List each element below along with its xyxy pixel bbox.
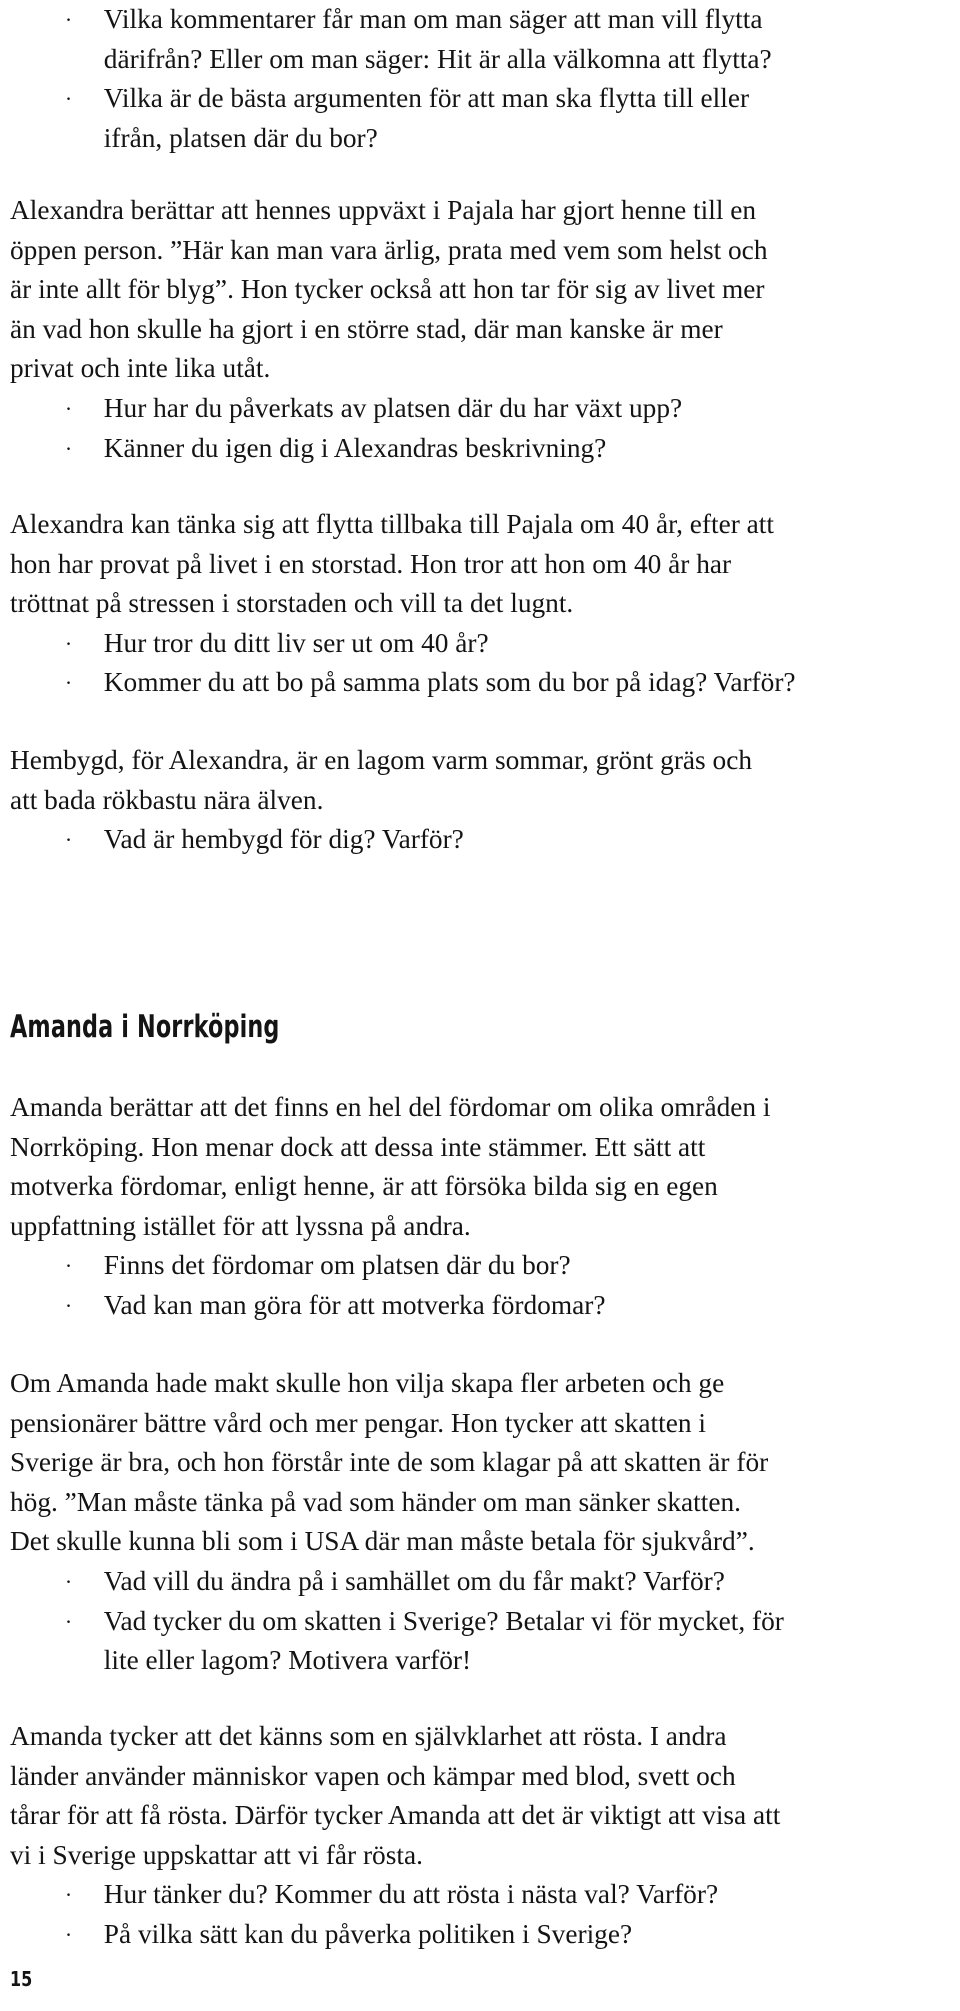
bullet-list-moving	[10, 0, 950, 158]
bullet-item-continuation: ifrån, platsen där du bor?	[103, 122, 378, 153]
bullet-item: · Hur tänker du? Kommer du att rösta i nästa val? Varför?	[10, 1875, 948, 1915]
paragraph-line: länder använder människor vapen och kämpar med blod, svett och	[10, 1760, 736, 1791]
bullet-item: · Vilka är de bästa argumenten för att man ska flytta till eller	[10, 79, 948, 119]
paragraph-line: tårar för att få rösta. Därför tycker Amanda att det är viktigt att visa att	[10, 1800, 781, 1831]
paragraph-line: än vad hon skulle ha gjort i en större stad, där man kanske är mer	[10, 313, 723, 344]
bullet-item: · Vad är hembygd för dig? Varför?	[10, 820, 948, 860]
bullet-item: · Finns det fördomar om platsen där du bor?	[10, 1246, 948, 1286]
paragraph-line: Om Amanda hade makt skulle hon vilja skapa fler arbeten och ge	[10, 1368, 725, 1398]
paragraph-line: Hembygd, för Alexandra, är en lagom varm sommar, grönt gräs och	[10, 745, 753, 775]
paragraph-amanda-voting	[10, 1717, 950, 1955]
bullet-item: · Vad tycker du om skatten i Sverige? Betalar vi för mycket, för	[10, 1602, 948, 1642]
paragraph-line: pensionärer bättre vård och mer pengar. Hon tycker att skatten i	[10, 1407, 706, 1438]
page-number: 15	[10, 1967, 33, 1991]
paragraph-line: öppen person. ”Här kan man vara ärlig, prata med vem som helst och	[10, 234, 768, 265]
paragraph-line: Alexandra berättar att hennes uppväxt i Pajala har gjort henne till en	[10, 195, 757, 225]
paragraph-line: Amanda tycker att det känns som en självklarhet att rösta. I andra	[10, 1721, 727, 1751]
paragraph-line: Amanda berättar att det finns en hel del fördomar om olika områden i	[10, 1092, 771, 1122]
bullet-item: · Hur har du påverkats av platsen där du har växt upp?	[10, 389, 948, 429]
bullet-item-continuation: därifrån? Eller om man säger: Hit är alla välkomna att flytta?	[103, 43, 772, 74]
bullet-item: · Kommer du att bo på samma plats som du bor på idag? Varför?	[10, 663, 948, 703]
paragraph-line: Norrköping. Hon menar dock att dessa inte stämmer. Ett sätt att	[10, 1131, 706, 1162]
paragraph-line: uppfattning istället för att lyssna på andra.	[10, 1210, 471, 1241]
paragraph-amanda-prejudice	[10, 1088, 950, 1326]
paragraph-line: vi i Sverige uppskattar att vi får rösta.	[10, 1839, 423, 1870]
paragraph-line: privat och inte lika utåt.	[10, 353, 271, 384]
paragraph-line: att bada rökbastu nära älven.	[10, 784, 324, 815]
paragraph-line: hög. ”Man måste tänka på vad som händer om man sänker skatten.	[10, 1486, 741, 1517]
paragraph-line: hon har provat på livet i en storstad. Hon tror att hon om 40 år har	[10, 548, 732, 579]
paragraph-line: tröttnat på stressen i storstaden och vill ta det lugnt.	[10, 588, 574, 619]
paragraph-line: Alexandra kan tänka sig att flytta tillbaka till Pajala om 40 år, efter att	[10, 509, 774, 539]
paragraph-line: motverka fördomar, enligt henne, är att försöka bilda sig en egen	[10, 1171, 718, 1202]
bullet-item: · På vilka sätt kan du påverka politiken i Sverige?	[10, 1915, 948, 1955]
bullet-item: · Vad vill du ändra på i samhället om du får makt? Varför?	[10, 1562, 948, 1602]
section-heading: Amanda i Norrköping	[10, 1009, 280, 1045]
paragraph-line: Det skulle kunna bli som i USA där man måste betala för sjukvård”.	[10, 1526, 755, 1557]
bullet-item: · Vad kan man göra för att motverka fördomar?	[10, 1286, 948, 1326]
paragraph-line: Sverige är bra, och hon förstår inte de som klagar på att skatten är för	[10, 1447, 769, 1478]
bullet-item: · Känner du igen dig i Alexandras beskrivning?	[10, 429, 948, 469]
paragraph-line: är inte allt för blyg”. Hon tycker också att hon tar för sig av livet mer	[10, 274, 765, 305]
bullet-item-continuation: lite eller lagom? Motivera varför!	[103, 1645, 472, 1676]
paragraph-alexandra-future	[10, 505, 950, 703]
paragraph-alexandra-hembygd	[10, 741, 950, 860]
paragraph-alexandra-upbringing	[10, 191, 950, 468]
paragraph-amanda-power	[10, 1364, 950, 1681]
bullet-item: · Vilka kommentarer får man om man säger att man vill flytta	[10, 0, 948, 40]
bullet-item: · Hur tror du ditt liv ser ut om 40 år?	[10, 624, 948, 664]
document-page	[10, 0, 950, 2011]
